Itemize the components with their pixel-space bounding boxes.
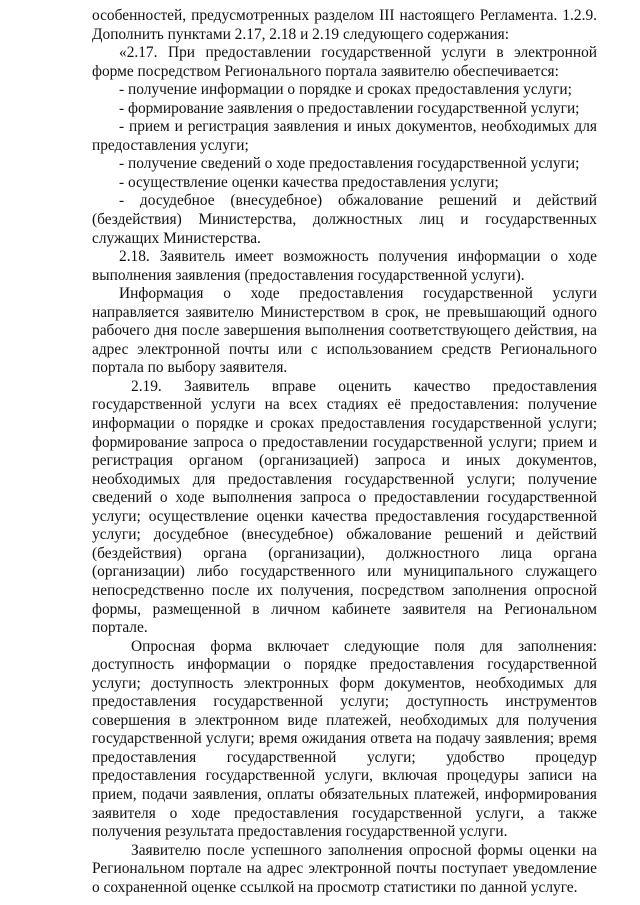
paragraph-survey-form: Опросная форма включает следующие поля для заполнения: доступность информации о порядке предоставления государственной услуги; доступность электронных форм документов, необходимых для предоставления государственной услуги; доступность инструментов совершения в электронном виде платежей, необходимых для получения государственной услуги; время ожидания ответа на подачу заявления; время предоставления государственной услуги; удобство процедур предоставления государственной услуги, включая процедуры записи на прием, подачи заявления, оплаты обязательных платежей, информирования заявителя о ходе предоставления государственной услуги, а также получения результата предоставления государственной услуги. — [92, 637, 597, 841]
list-item: - прием и регистрация заявления и иных документов, необходимых для предоставления услуги; — [92, 118, 597, 154]
document-body — [92, 7, 597, 897]
paragraph-2-18: 2.18. Заявитель имеет возможность получения информации о ходе выполнения заявления (предоставления государственной услуги). — [92, 248, 597, 284]
list-item: - получение информации о порядке и сроках предоставления услуги; — [119, 81, 572, 99]
paragraph-2-17: «2.17. При предоставлении государственной услуги в электронной форме посредством Регионального портала заявителю обеспечивается: — [92, 44, 597, 80]
list-item: - получение сведений о ходе предоставления государственной услуги; — [119, 155, 580, 173]
paragraph-continuation: особенностей, предусмотренных разделом III настоящего Регламента. 1.2.9. Дополнить пунктами 2.17, 2.18 и 2.19 следующего содержания: — [92, 7, 597, 43]
list-item: - досудебное (внесудебное) обжалование решений и действий (бездействия) Министерства, должностных лиц и государственных служащих Министерства. — [92, 192, 597, 247]
paragraph-notification: Заявителю после успешного заполнения опросной формы оценки на Региональном портале на адрес электронной почты поступает уведомление о сохраненной оценке ссылкой на просмотр статистики по данной услуге. — [92, 841, 597, 896]
paragraph-2-19: 2.19. Заявитель вправе оценить качество предоставления государственной услуги на всех стадиях её предоставления: получение информации о порядке и сроках предоставления государственной услуги; формирование запроса о предоставлении государственной услуги; прием и регистрация органом (организацией) запроса и иных документов, необходимых для предоставления государственной услуги; получение сведений о ходе выполнения запроса о предоставлении государственной услуги; осуществление оценки качества предоставления государственной услуги; досудебное (внесудебное) обжалование решений и действий (бездействия) органа (организации), должностного лица органа (организации) либо государственного или муниципального служащего непосредственно после их получения, посредством заполнения опросной формы, размещенной в личном кабинете заявителя на Региональном портале. — [92, 377, 597, 637]
list-item: - формирование заявления о предоставлении государственной услуги; — [119, 99, 580, 117]
paragraph-information: Информация о ходе предоставления государственной услуги направляется заявителю Министерством в срок, не превышающий одного рабочего дня после завершения выполнения соответствующего действия, на адрес электронной почты или с использованием средств Регионального портала по выбору заявителя. — [92, 285, 597, 377]
list-item: - осуществление оценки качества предоставления услуги; — [119, 173, 499, 191]
